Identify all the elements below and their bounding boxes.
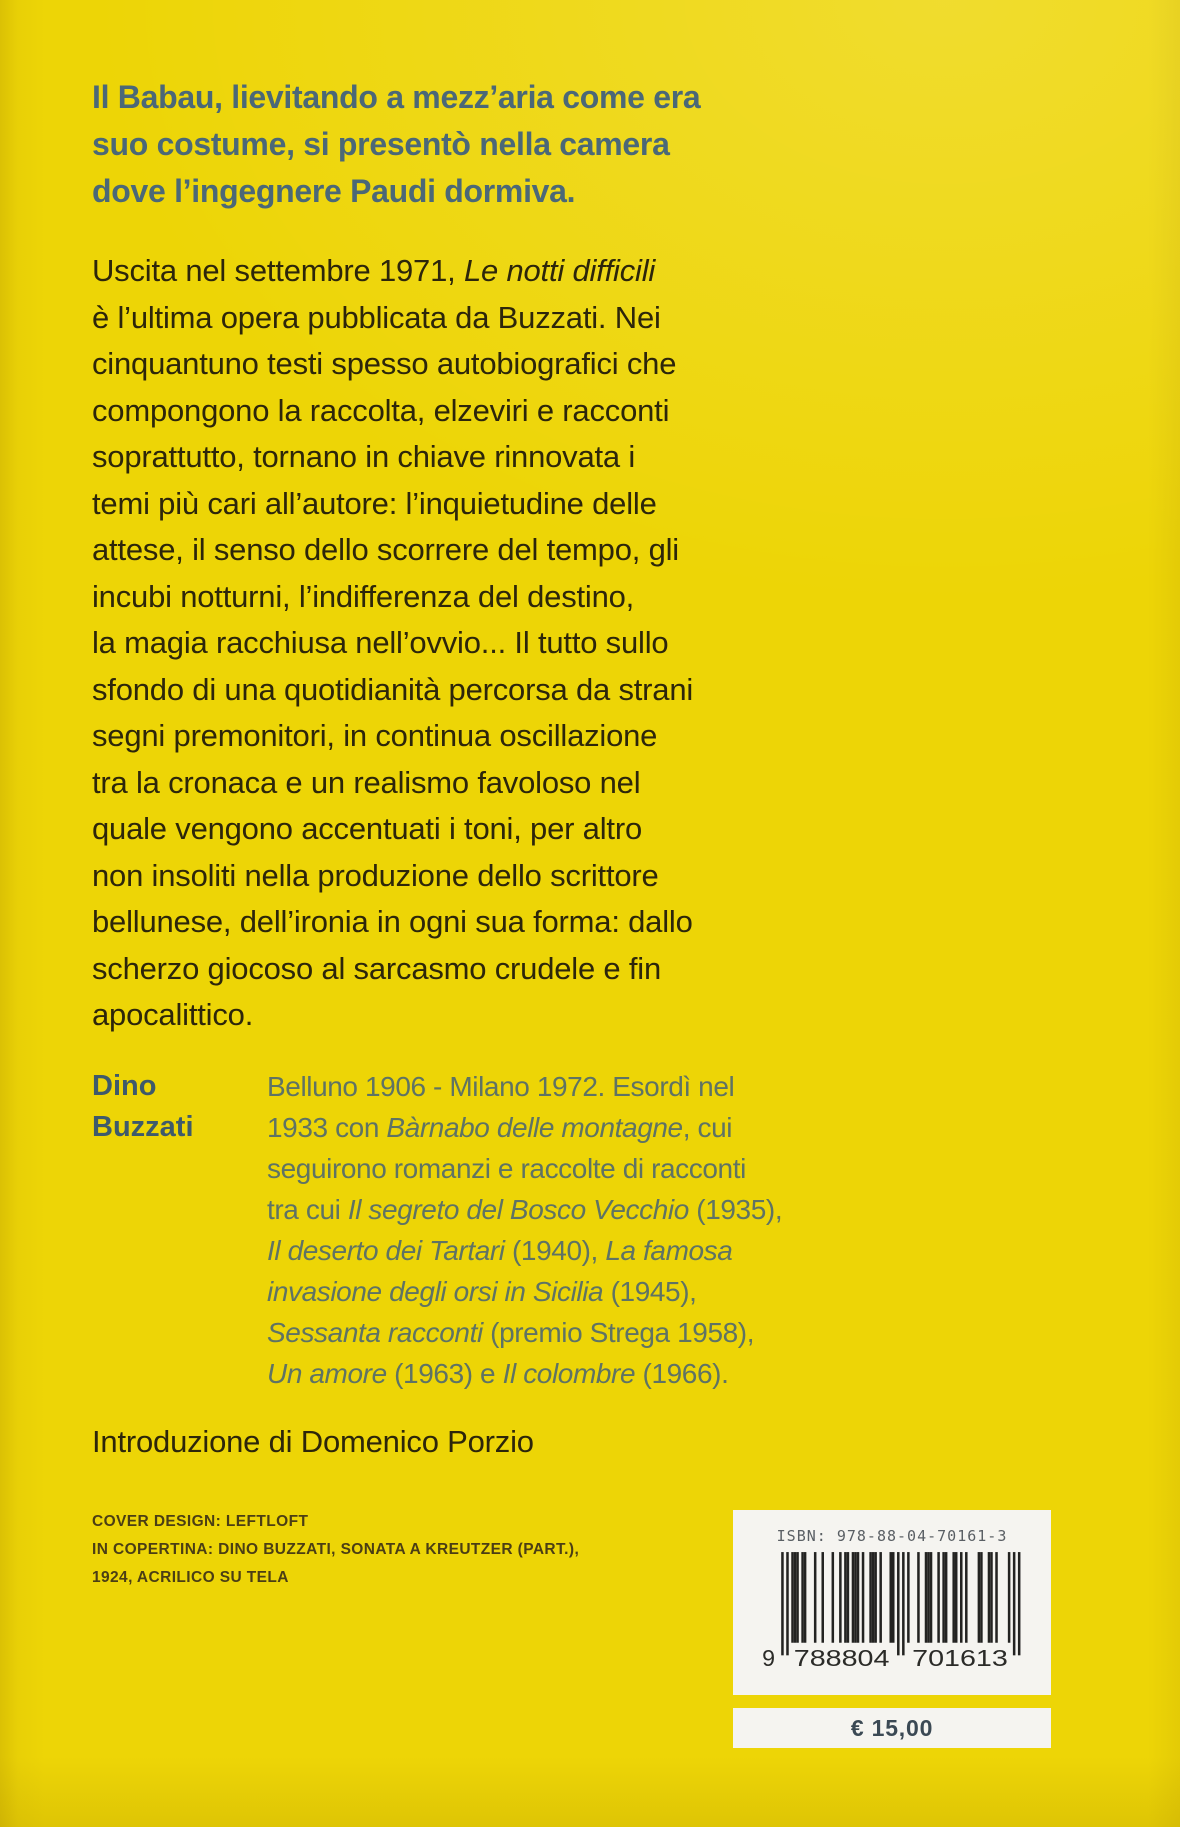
text-line	[267, 1230, 782, 1271]
text-line: IN COPERTINA: DINO BUZZATI, SONATA A KREUTZER (PART.),	[92, 1541, 580, 1558]
text-run: la magia racchiusa nell’ovvio... Il tutto sullo	[92, 625, 669, 660]
author-name	[92, 1066, 194, 1148]
text-line	[92, 434, 693, 481]
text-run: La famosa	[605, 1235, 733, 1266]
text-run: sfondo di una quotidianità percorsa da strani	[92, 671, 694, 707]
text-line: Dino	[92, 1070, 157, 1102]
text-line	[92, 992, 693, 1039]
author-bio-text	[267, 1066, 782, 1394]
text-run: attese, il senso dello scorrere del tempo, gli	[92, 532, 679, 567]
text-run: Bàrnabo delle montagne	[386, 1112, 683, 1143]
text-run: Sessanta racconti	[267, 1317, 483, 1348]
text-run: (1940),	[504, 1235, 606, 1266]
text-line	[92, 248, 693, 295]
ean-digits: 788804	[793, 1644, 890, 1668]
isbn-barcode-panel	[733, 1510, 1051, 1695]
text-run: cinquantuno testi spesso autobiografici che	[92, 346, 677, 381]
text-line	[92, 574, 693, 621]
text-line	[92, 527, 693, 574]
text-line: suo costume, si presentò nella camera	[92, 126, 670, 162]
text-run: non insoliti nella produzione dello scrittore	[92, 857, 659, 893]
text-run: Le notti difficili	[463, 253, 656, 288]
text-run: bellunese, dell’ironia in ogni sua forma: dallo	[92, 904, 693, 939]
text-run: soprattutto, tornano in chiave rinnovata i	[92, 439, 636, 474]
text-line	[92, 667, 693, 714]
text-run: compongono la raccolta, elzeviri e racconti	[92, 392, 670, 428]
text-run: Uscita nel settembre 1971,	[92, 253, 464, 288]
text-run: , cui	[682, 1112, 733, 1143]
text-run: (1963) e	[386, 1358, 503, 1389]
text-line: Buzzati	[92, 1111, 194, 1143]
text-line: Il Babau, lievitando a mezz’aria come era	[92, 79, 701, 115]
text-line	[92, 713, 693, 760]
text-line: COVER DESIGN: LEFTLOFT	[92, 1513, 309, 1530]
text-run: segni premonitori, in continua oscillazione	[92, 718, 658, 753]
text-line	[92, 295, 693, 342]
text-line: 1924, ACRILICO SU TELA	[92, 1569, 289, 1586]
text-line	[92, 899, 693, 946]
text-run: incubi notturni, l’indifferenza del destino,	[92, 578, 635, 614]
text-line: dove l’ingegnere Paudi dormiva.	[92, 173, 576, 209]
text-run: 1933 con	[267, 1112, 387, 1143]
text-line	[92, 946, 693, 993]
text-run: seguirono romanzi e raccolte di racconti	[267, 1153, 746, 1184]
text-line	[92, 620, 693, 667]
cover-credits	[92, 1508, 579, 1592]
text-line	[92, 481, 693, 528]
text-line	[267, 1066, 782, 1107]
text-run: (premio Strega 1958),	[482, 1317, 755, 1348]
text-run: apocalittico.	[92, 997, 254, 1032]
text-line	[92, 388, 693, 435]
price-label: € 15,00	[850, 1714, 934, 1741]
text-line	[92, 806, 693, 853]
text-line	[92, 760, 693, 807]
text-line	[267, 1189, 782, 1230]
introduction-credit: Introduzione di Domenico Porzio	[92, 1424, 534, 1459]
text-run: Il segreto del Bosco Vecchio	[347, 1194, 689, 1225]
text-run: tra la cronaca e un realismo favoloso nel	[92, 764, 641, 800]
text-run: quale vengono accentuati i toni, per altro	[92, 811, 642, 846]
blurb-paragraph	[92, 248, 693, 1039]
text-run: Il colombre	[502, 1358, 636, 1389]
text-run: tra cui	[267, 1194, 348, 1225]
text-line	[267, 1271, 782, 1312]
text-run: temi più cari all’autore: l’inquietudine delle	[92, 485, 657, 521]
text-run: è l’ultima opera pubblicata da Buzzati. Nei	[92, 299, 661, 335]
opening-quote	[92, 74, 700, 215]
text-line	[267, 1353, 782, 1394]
text-line	[92, 853, 693, 900]
text-line	[267, 1148, 782, 1189]
price-panel	[733, 1708, 1051, 1748]
text-line	[267, 1312, 782, 1353]
text-line	[267, 1107, 782, 1148]
isbn-label: ISBN: 978-88-04-70161-3	[776, 1527, 1008, 1545]
text-line	[92, 341, 693, 388]
text-run: Il deserto dei Tartari	[267, 1235, 505, 1266]
text-run: scherzo giocoso al sarcasmo crudele e fin	[92, 950, 662, 986]
text-run: (1935),	[688, 1194, 783, 1225]
text-run: Un amore	[267, 1358, 387, 1389]
text-run: (1945),	[603, 1276, 697, 1307]
text-run: invasione degli orsi in Sicilia	[267, 1276, 604, 1307]
text-run: Belluno 1906 - Milano 1972. Esordì nel	[267, 1071, 735, 1102]
text-run: (1966).	[635, 1358, 729, 1389]
ean-digits: 701613	[912, 1644, 1008, 1668]
ean-digits: 9	[762, 1644, 776, 1668]
ean13-barcode-icon	[756, 1552, 1028, 1668]
